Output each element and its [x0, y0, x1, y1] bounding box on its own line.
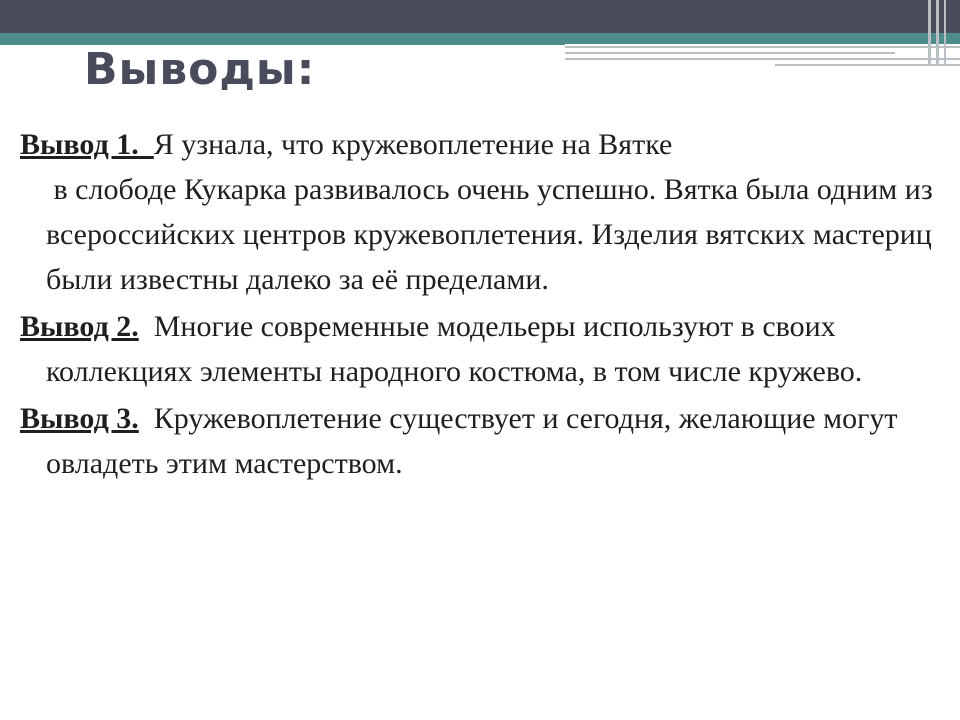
conclusion-2-text: Многие современные модельеры используют в своих коллекциях элементы народного костюма, в том числе кружево. [46, 310, 863, 388]
conclusion-1 [20, 122, 940, 302]
conclusions-list [20, 122, 940, 488]
conclusion-1-text: в слободе Кукарка развивалось очень успешно. Вятка была одним из всероссийских центров кружевоплетения. Изделия вятских мастериц были известны далеко за её пределами. [46, 173, 941, 296]
conclusion-1-first-line: Я узнала, что кружевоплетение на Вятке [153, 128, 673, 161]
conclusion-3-label: Вывод 3. [20, 402, 139, 435]
conclusion-3 [20, 396, 940, 486]
header-bar [0, 0, 960, 33]
conclusion-2 [20, 304, 940, 394]
conclusion-1-label: Вывод 1. [20, 128, 154, 161]
slide-title: Выводы: [84, 44, 316, 95]
conclusion-2-label: Вывод 2. [20, 310, 139, 343]
conclusion-3-text: Кружевоплетение существует и сегодня, желающие могут овладеть этим мастерством. [46, 402, 898, 480]
